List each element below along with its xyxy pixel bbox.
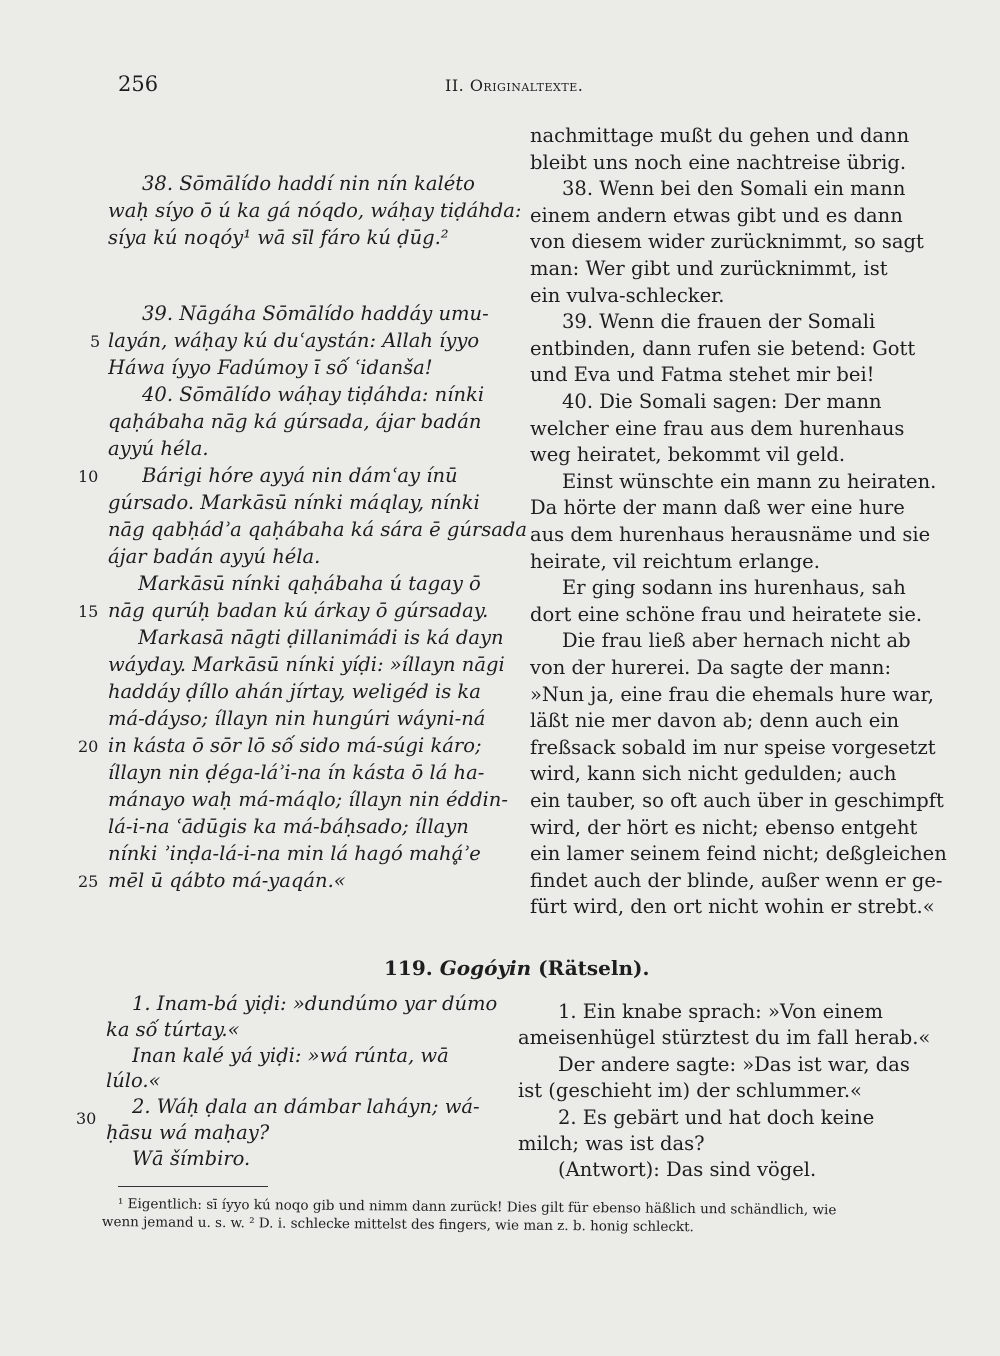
german-text-line: ein lamer seinem feind nicht; deßgleichen (530, 842, 947, 866)
somali-text-line: má-dáyso; íllayn nin hungúri wáyni-ná (108, 707, 486, 730)
german-text-line: aus dem hurenhaus herausnäme und sie (530, 523, 931, 546)
riddle-german-line: ist (geschieht im) der schlummer.« (518, 1079, 862, 1103)
somali-text-line: 38. Sōmālído haddí nin nín kaléto (142, 172, 475, 195)
page-number: 256 (118, 72, 159, 96)
section-number: 119. (384, 956, 433, 980)
german-text-line: nachmittage mußt du gehen und dann (530, 124, 910, 147)
footnote-rule (118, 1186, 268, 1187)
riddle-german-line: (Antwort): Das sind vögel. (558, 1158, 817, 1182)
footnote-2: wenn jemand u. s. w. ² D. i. schlecke mittelst des fingers, wie man z. b. honig schleckt. (101, 1214, 694, 1236)
somali-text-line: nínki ʾinḍa-lá-i-na min lá hagó mahḁ́ʾe (108, 842, 481, 865)
german-text-line: 39. Wenn die frauen der Somali (562, 310, 876, 334)
somali-text-line: íllayn nin ḍéga-láʾi-na ín kásta ō lá ha- (108, 761, 485, 784)
somali-text-line: mánayo waḥ má-máqlo; íllayn nin éddin- (108, 788, 508, 811)
footnote-1: ¹ Eigentlich: sī íyyo kú noqo gib und nimm dann zurück! Dies gilt für ebenso häßlich und schändlich, wie (117, 1196, 837, 1219)
somali-text-line: wáyday. Markāsū nínki yíḍi: »íllayn nāgi (108, 653, 505, 676)
somali-text-line: haddáy ḍíllo ahán jírtay, weligéd is ka (108, 680, 481, 703)
line-number: 30 (76, 1109, 97, 1129)
line-number: 15 (78, 602, 99, 621)
german-text-line: freßsack sobald im nur speise vorgesetzt (530, 735, 936, 759)
riddle-german-line: 2. Es gebärt und hat doch keine (558, 1105, 875, 1129)
german-text-line: heirate, vil reichtum erlange. (530, 549, 820, 573)
riddle-german-line: 1. Ein knabe sprach: »Von einem (558, 1000, 884, 1023)
riddle-german-line: milch; was ist das? (518, 1132, 705, 1155)
running-title: II. Originaltexte. (445, 76, 584, 95)
german-text-line: 38. Wenn bei den Somali ein mann (562, 177, 906, 201)
german-text-line: fürt wird, den ort nicht wohin er strebt.« (530, 895, 935, 919)
riddle-somali-line: ka số túrtay.« (106, 1017, 240, 1041)
section-somali-title: Gogóyin (439, 956, 532, 980)
german-text-line: Er ging sodann ins hurenhaus, sah (562, 576, 906, 600)
somali-text-line: in kásta ō sōr lō số sido má-súgi káro; (108, 734, 482, 757)
riddles-somali-column (76, 992, 520, 1172)
german-text-line: findet auch der blinde, außer wenn er ge- (530, 868, 943, 892)
somali-text-line: ájar badán ayyú héla. (108, 545, 321, 568)
german-text-line: 40. Die Somali sagen: Der mann (562, 390, 882, 413)
german-text-line: Einst wünschte ein mann zu heiraten. (562, 469, 937, 493)
somali-text-line: gúrsado. Markāsū nínki máqlay, nínki (108, 491, 480, 514)
riddle-german-line: ameisenhügel stürztest du im fall herab.« (518, 1026, 931, 1050)
somali-text-line: síya kú noqóy¹ wā sīl fáro kú ḍūg.² (108, 226, 449, 249)
somali-text-line: lá-i-na ʿādūgis ka má-báḥsado; íllayn (108, 815, 469, 838)
section-heading (384, 956, 649, 980)
riddle-somali-line: 1. Inam-bá yiḍi: »dundúmo yar dúmo (132, 992, 498, 1015)
riddle-german-line: Der andere sagte: »Das ist war, das (558, 1052, 910, 1076)
line-number: 10 (78, 467, 99, 486)
german-text-line: bleibt uns noch eine nachtreise übrig. (530, 150, 907, 174)
section-german-title: (Rätseln). (538, 956, 650, 980)
riddle-somali-line: Wā šímbiro. (132, 1146, 251, 1170)
german-text-line: dort eine schöne frau und heiratete sie. (530, 602, 923, 626)
riddle-somali-line: 2. Wáḥ ḍala an dámbar laháyn; wá- (132, 1095, 480, 1119)
riddles-german-column (518, 1000, 931, 1190)
somali-text-line: nāg qurúḥ badan kú árkay ō gúrsaday. (108, 599, 489, 622)
somali-text-line: ayyú héla. (108, 437, 209, 460)
german-text-line: läßt nie mer davon ab; denn auch ein (530, 709, 900, 733)
german-text-line: ein vulva-schlecker. (530, 283, 725, 307)
somali-text-line: mēl ū qábto má-yaqán.« (108, 869, 346, 892)
somali-text-line: qaḥábaha nāg ká gúrsada, ájar badán (108, 410, 482, 433)
somali-text-line: layán, wáḥay kú duʿaystán: Allah íyyo (108, 329, 480, 352)
german-text-line: welcher eine frau aus dem hurenhaus (530, 416, 905, 440)
german-text-line: von diesem wider zurücknimmt, so sagt (530, 230, 924, 254)
german-text-line: wird, kann sich nicht gedulden; auch (530, 762, 897, 786)
somali-text-line: 40. Sōmālído wáḥay tiḍáhda: nínki (142, 383, 485, 406)
somali-text-line: 39. Nāgáha Sōmālído haddáy umu- (142, 302, 489, 325)
somali-text-line: Markasā nāgti ḍillanimádi is ká dayn (138, 626, 504, 649)
german-translation-column (530, 124, 947, 934)
line-number: 25 (78, 872, 99, 891)
somali-text-line: Háwa íyyo Fadúmoy ī số ʿidanša! (108, 356, 433, 379)
german-text-line: weg heiratet, bekommt vil geld. (530, 443, 846, 467)
somali-text-line: Markāsū nínki qaḥábaha ú tagay ō (138, 572, 481, 595)
german-text-line: ein tauber, so oft auch über in geschimpft (530, 789, 944, 812)
riddle-somali-line: lúlo.« (106, 1069, 161, 1093)
german-text-line: von der hurerei. Da sagte der mann: (530, 656, 892, 679)
german-text-line: und Eva und Fatma stehet mir bei! (530, 363, 875, 387)
line-number: 5 (90, 332, 101, 351)
somali-text-line: waḥ síyo ō ú ka gá nóqdo, wáḥay tiḍáhda: (108, 199, 522, 222)
german-text-line: entbinden, dann rufen sie betend: Gott (530, 336, 916, 360)
german-text-line: einem andern etwas gibt und es dann (530, 203, 903, 227)
riddle-somali-line: Inan kalé yá yiḍi: »wá rúnta, wā (132, 1043, 449, 1067)
german-text-line: »Nun ja, eine frau die ehemals hure war, (530, 682, 934, 706)
german-text-line: man: Wer gibt und zurücknimmt, ist (530, 257, 888, 280)
somali-text-line: nāg qabḥádʾa qaḥábaha ká sára ē gúrsada (108, 518, 527, 541)
riddle-somali-line: ḥāsu wá maḥay? (106, 1121, 270, 1144)
somali-text-line: Bárigi hóre ayyá nin dámʿay ínū (142, 464, 458, 487)
line-number: 20 (78, 737, 99, 756)
german-text-line: Die frau ließ aber hernach nicht ab (562, 629, 911, 653)
german-text-line: Da hörte der mann daß wer eine hure (530, 496, 905, 520)
somali-text-column (78, 172, 527, 892)
german-text-line: wird, der hört es nicht; ebenso entgeht (530, 815, 918, 839)
